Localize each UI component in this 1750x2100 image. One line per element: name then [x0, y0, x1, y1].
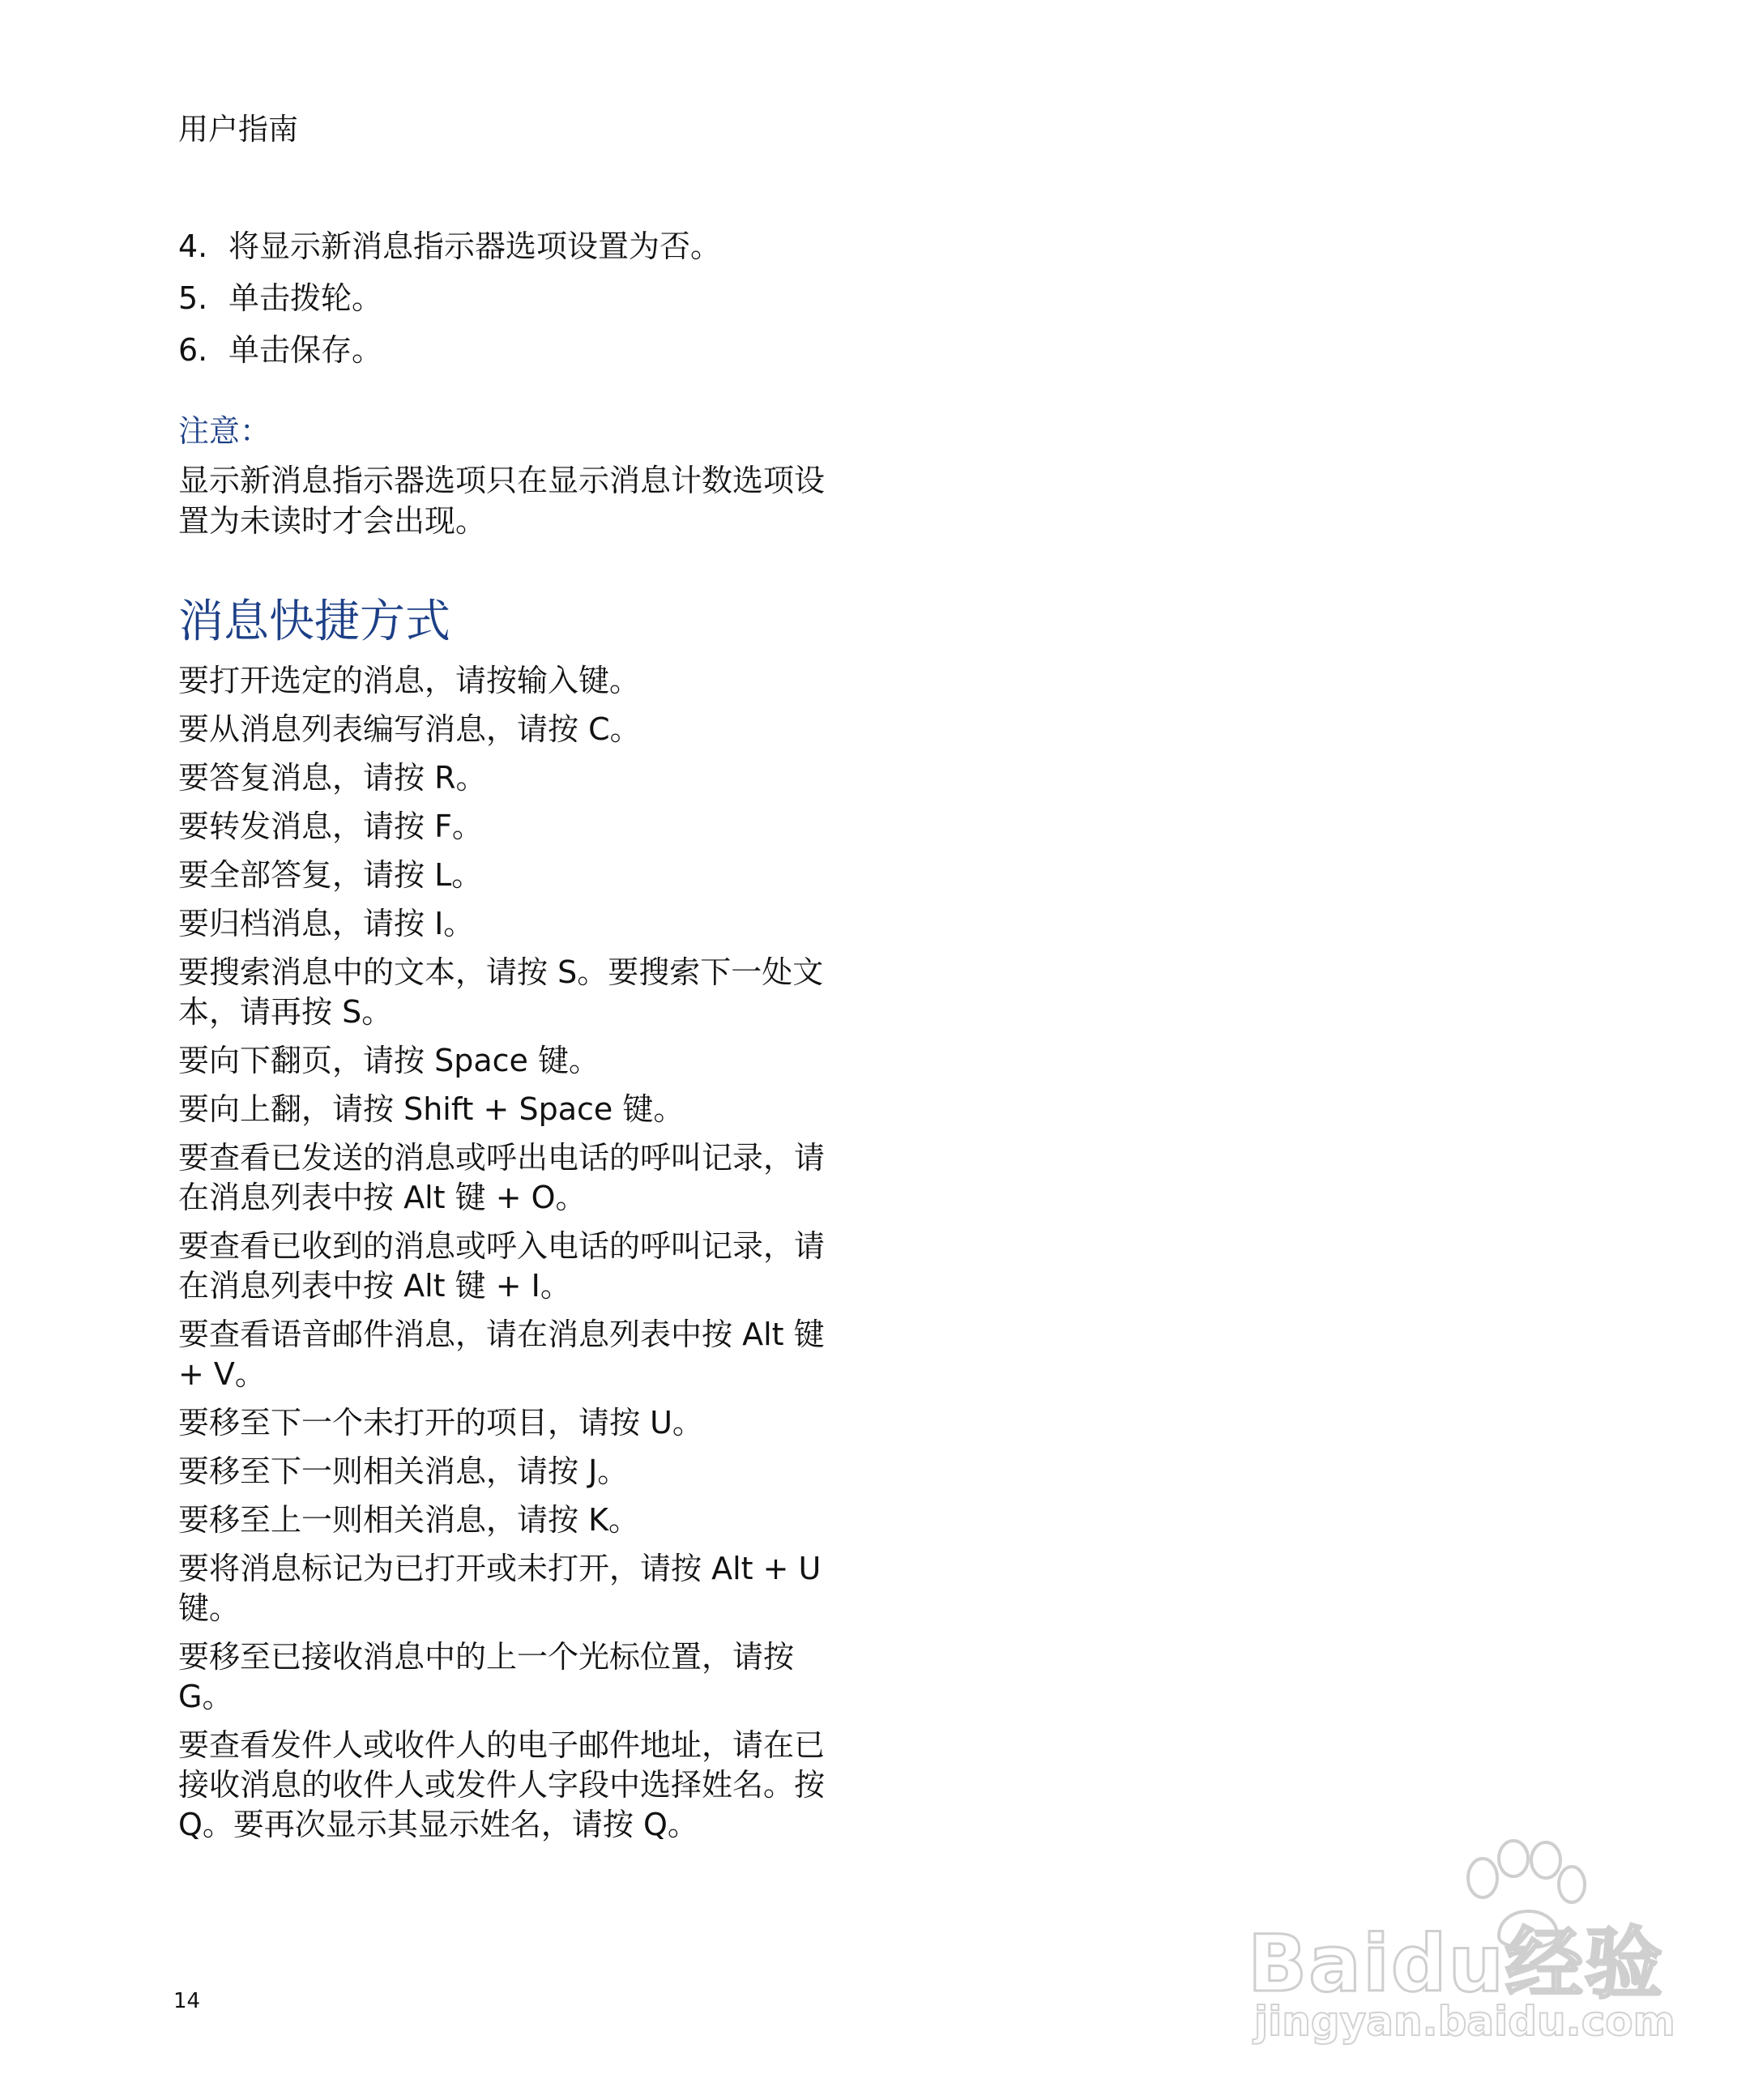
baidu-jingyan-watermark	[1248, 1839, 1675, 2050]
shortcut-item: 要打开选定的消息，请按输入键。	[178, 663, 641, 698]
shortcut-item: 要向下翻页，请按 Space 键。	[178, 1043, 600, 1078]
shortcut-item: 要查看已发送的消息或呼出电话的呼叫记录，请在消息列表中按 Alt 键 + O。	[178, 1140, 826, 1215]
step-number: 4.	[178, 228, 208, 264]
step-text: 单击拨轮。	[228, 280, 383, 316]
step-list	[178, 227, 988, 382]
watermark-brand: Baidu经验	[1248, 1919, 1664, 2009]
shortcut-item: 要查看发件人或收件人的电子邮件地址，请在已接收消息的收件人或发件人字段中选择姓名。按 Q。要再次显示其显示姓名，请按 Q。	[178, 1727, 826, 1842]
shortcut-item: 要向上翻，请按 Shift + Space 键。	[178, 1091, 685, 1127]
shortcut-item: 要查看已收到的消息或呼入电话的呼叫记录，请在消息列表中按 Alt 键 + I。	[178, 1228, 826, 1304]
shortcut-list	[178, 661, 851, 1854]
shortcut-item: 要搜索消息中的文本，请按 S。要搜索下一处文本，请再按 S。	[178, 954, 824, 1030]
watermark-url: jingyan.baidu.com	[1254, 1998, 1675, 2045]
shortcut-item: 要移至已接收消息中的上一个光标位置，请按 G。	[178, 1639, 795, 1714]
shortcut-item: 要答复消息，请按 R。	[178, 760, 487, 796]
shortcut-item: 要从消息列表编写消息，请按 C。	[178, 711, 641, 747]
shortcut-item: 要将消息标记为已打开或未打开，请按 Alt + U 键。	[178, 1551, 822, 1626]
note-label: 注意：	[178, 413, 271, 449]
step-text: 单击保存。	[228, 332, 383, 368]
shortcut-item: 要全部答复，请按 L。	[178, 857, 483, 893]
step-text: 将显示新消息指示器选项设置为否。	[228, 228, 722, 264]
running-header: 用户指南	[178, 112, 298, 147]
shortcut-item: 要查看语音邮件消息，请在消息列表中按 Alt 键 + V。	[178, 1317, 825, 1392]
shortcut-item: 要归档消息，请按 I。	[178, 906, 475, 941]
shortcut-item: 要移至上一则相关消息，请按 K。	[178, 1502, 639, 1538]
step-number: 5.	[178, 280, 208, 316]
list-item	[178, 227, 988, 279]
step-number: 6.	[178, 332, 208, 368]
shortcut-item: 要移至下一个未打开的项目，请按 U。	[178, 1405, 703, 1441]
note-body: 显示新消息指示器选项只在显示消息计数选项设置为未读时才会出现。	[178, 463, 826, 539]
section-title: 消息快捷方式	[178, 595, 450, 648]
list-item	[178, 279, 988, 331]
list-item	[178, 331, 988, 382]
shortcut-item: 要移至下一则相关消息，请按 J。	[178, 1453, 629, 1489]
page-number: 14	[173, 1989, 201, 2013]
shortcut-item: 要转发消息，请按 F。	[178, 809, 483, 844]
